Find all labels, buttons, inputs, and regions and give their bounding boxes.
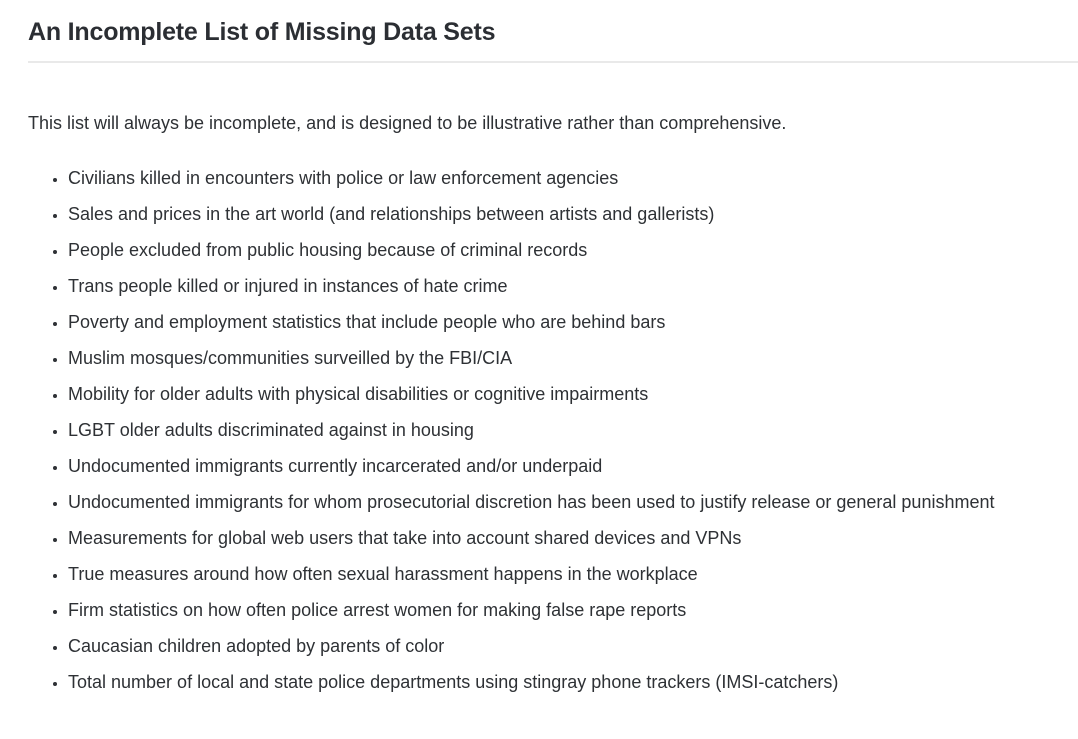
list-item: • Undocumented immigrants for whom prosecutorial discretion has been used to justify release or general punishment bbox=[68, 487, 1056, 517]
page-title: An Incomplete List of Missing Data Sets bbox=[28, 18, 496, 46]
list-item: • People excluded from public housing because of criminal records bbox=[68, 235, 1056, 265]
list-item: • Caucasian children adopted by parents of color bbox=[68, 631, 1056, 661]
list-item: • Poverty and employment statistics that include people who are behind bars bbox=[68, 307, 1056, 337]
intro-paragraph: This list will always be incomplete, and is designed to be illustrative rather than comprehensive. bbox=[28, 113, 787, 133]
list-item: • Trans people killed or injured in instances of hate crime bbox=[68, 271, 1056, 301]
heading-divider bbox=[28, 61, 1078, 63]
list-item: • Sales and prices in the art world (and relationships between artists and gallerists) bbox=[68, 199, 1056, 229]
list-item: • Firm statistics on how often police arrest women for making false rape reports bbox=[68, 595, 1056, 625]
list-item: • LGBT older adults discriminated against in housing bbox=[68, 415, 1056, 445]
missing-datasets-list bbox=[28, 163, 1078, 697]
list-item: • Mobility for older adults with physical disabilities or cognitive impairments bbox=[68, 379, 1056, 409]
list-item: • Measurements for global web users that take into account shared devices and VPNs bbox=[68, 523, 1056, 553]
list-item: • Muslim mosques/communities surveilled by the FBI/CIA bbox=[68, 343, 1056, 373]
list-item: • True measures around how often sexual harassment happens in the workplace bbox=[68, 559, 1056, 589]
list-item: • Total number of local and state police departments using stingray phone trackers (IMSI-catchers) bbox=[68, 667, 1056, 697]
list-item: • Undocumented immigrants currently incarcerated and/or underpaid bbox=[68, 451, 1056, 481]
list-item: • Civilians killed in encounters with police or law enforcement agencies bbox=[68, 163, 1056, 193]
